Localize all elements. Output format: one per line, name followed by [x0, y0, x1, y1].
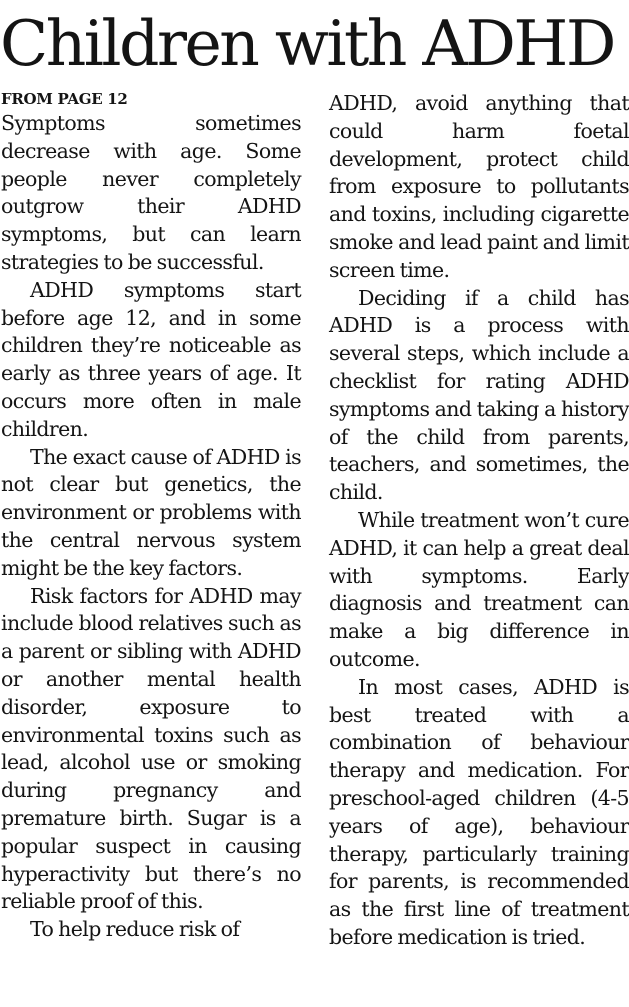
paragraph-4: Risk factors for ADHD may include blood relatives such as a parent or sibling with ADHD or another mental health disorder, exposure to environmental toxins such as lead, alcohol use or smoking during pregnancy and premature birth. Sugar is a popular suspect in causing hyperactivity but there’s no reliable proof of this.: [1, 583, 301, 914]
article-column-left: [1, 90, 301, 944]
article-headline: Children with ADHD: [0, 7, 614, 80]
paragraph-2: ADHD symptoms start before age 12, and in some children they’re noticeable as early as three years of age. It occurs more often in male children.: [1, 277, 301, 441]
paragraph-9: In most cases, ADHD is best treated with a combination of behaviour therapy and medication. For preschool-aged children (4-5 years of age), behaviour therapy, particularly training for parents, is recommended as the first line of treatment before medication is tried.: [329, 674, 629, 949]
paragraph-6: ADHD, avoid anything that could harm foetal development, protect child from exposure to pollutants and toxins, including cigarette smoke and lead paint and limit screen time.: [329, 91, 629, 282]
paragraph-5: To help reduce risk of: [30, 917, 240, 942]
paragraph-3: The exact cause of ADHD is not clear but genetics, the environment or problems with the central nervous system might be the key factors.: [1, 444, 301, 580]
paragraph-8: While treatment won’t cure ADHD, it can help a great deal with symptoms. Early diagnosis and treatment can make a big difference in outcome.: [329, 507, 629, 671]
paragraph-1: Symptoms sometimes decrease with age. Some people never completely outgrow their ADHD symptoms, but can learn strategies to be successful.: [1, 111, 301, 274]
jump-line: FROM PAGE 12: [1, 90, 128, 108]
paragraph-7: Deciding if a child has ADHD is a process with several steps, which include a checklist for rating ADHD symptoms and taking a history of the child from parents, teachers, and sometimes, the child.: [329, 285, 629, 505]
article-column-right: [329, 90, 629, 952]
